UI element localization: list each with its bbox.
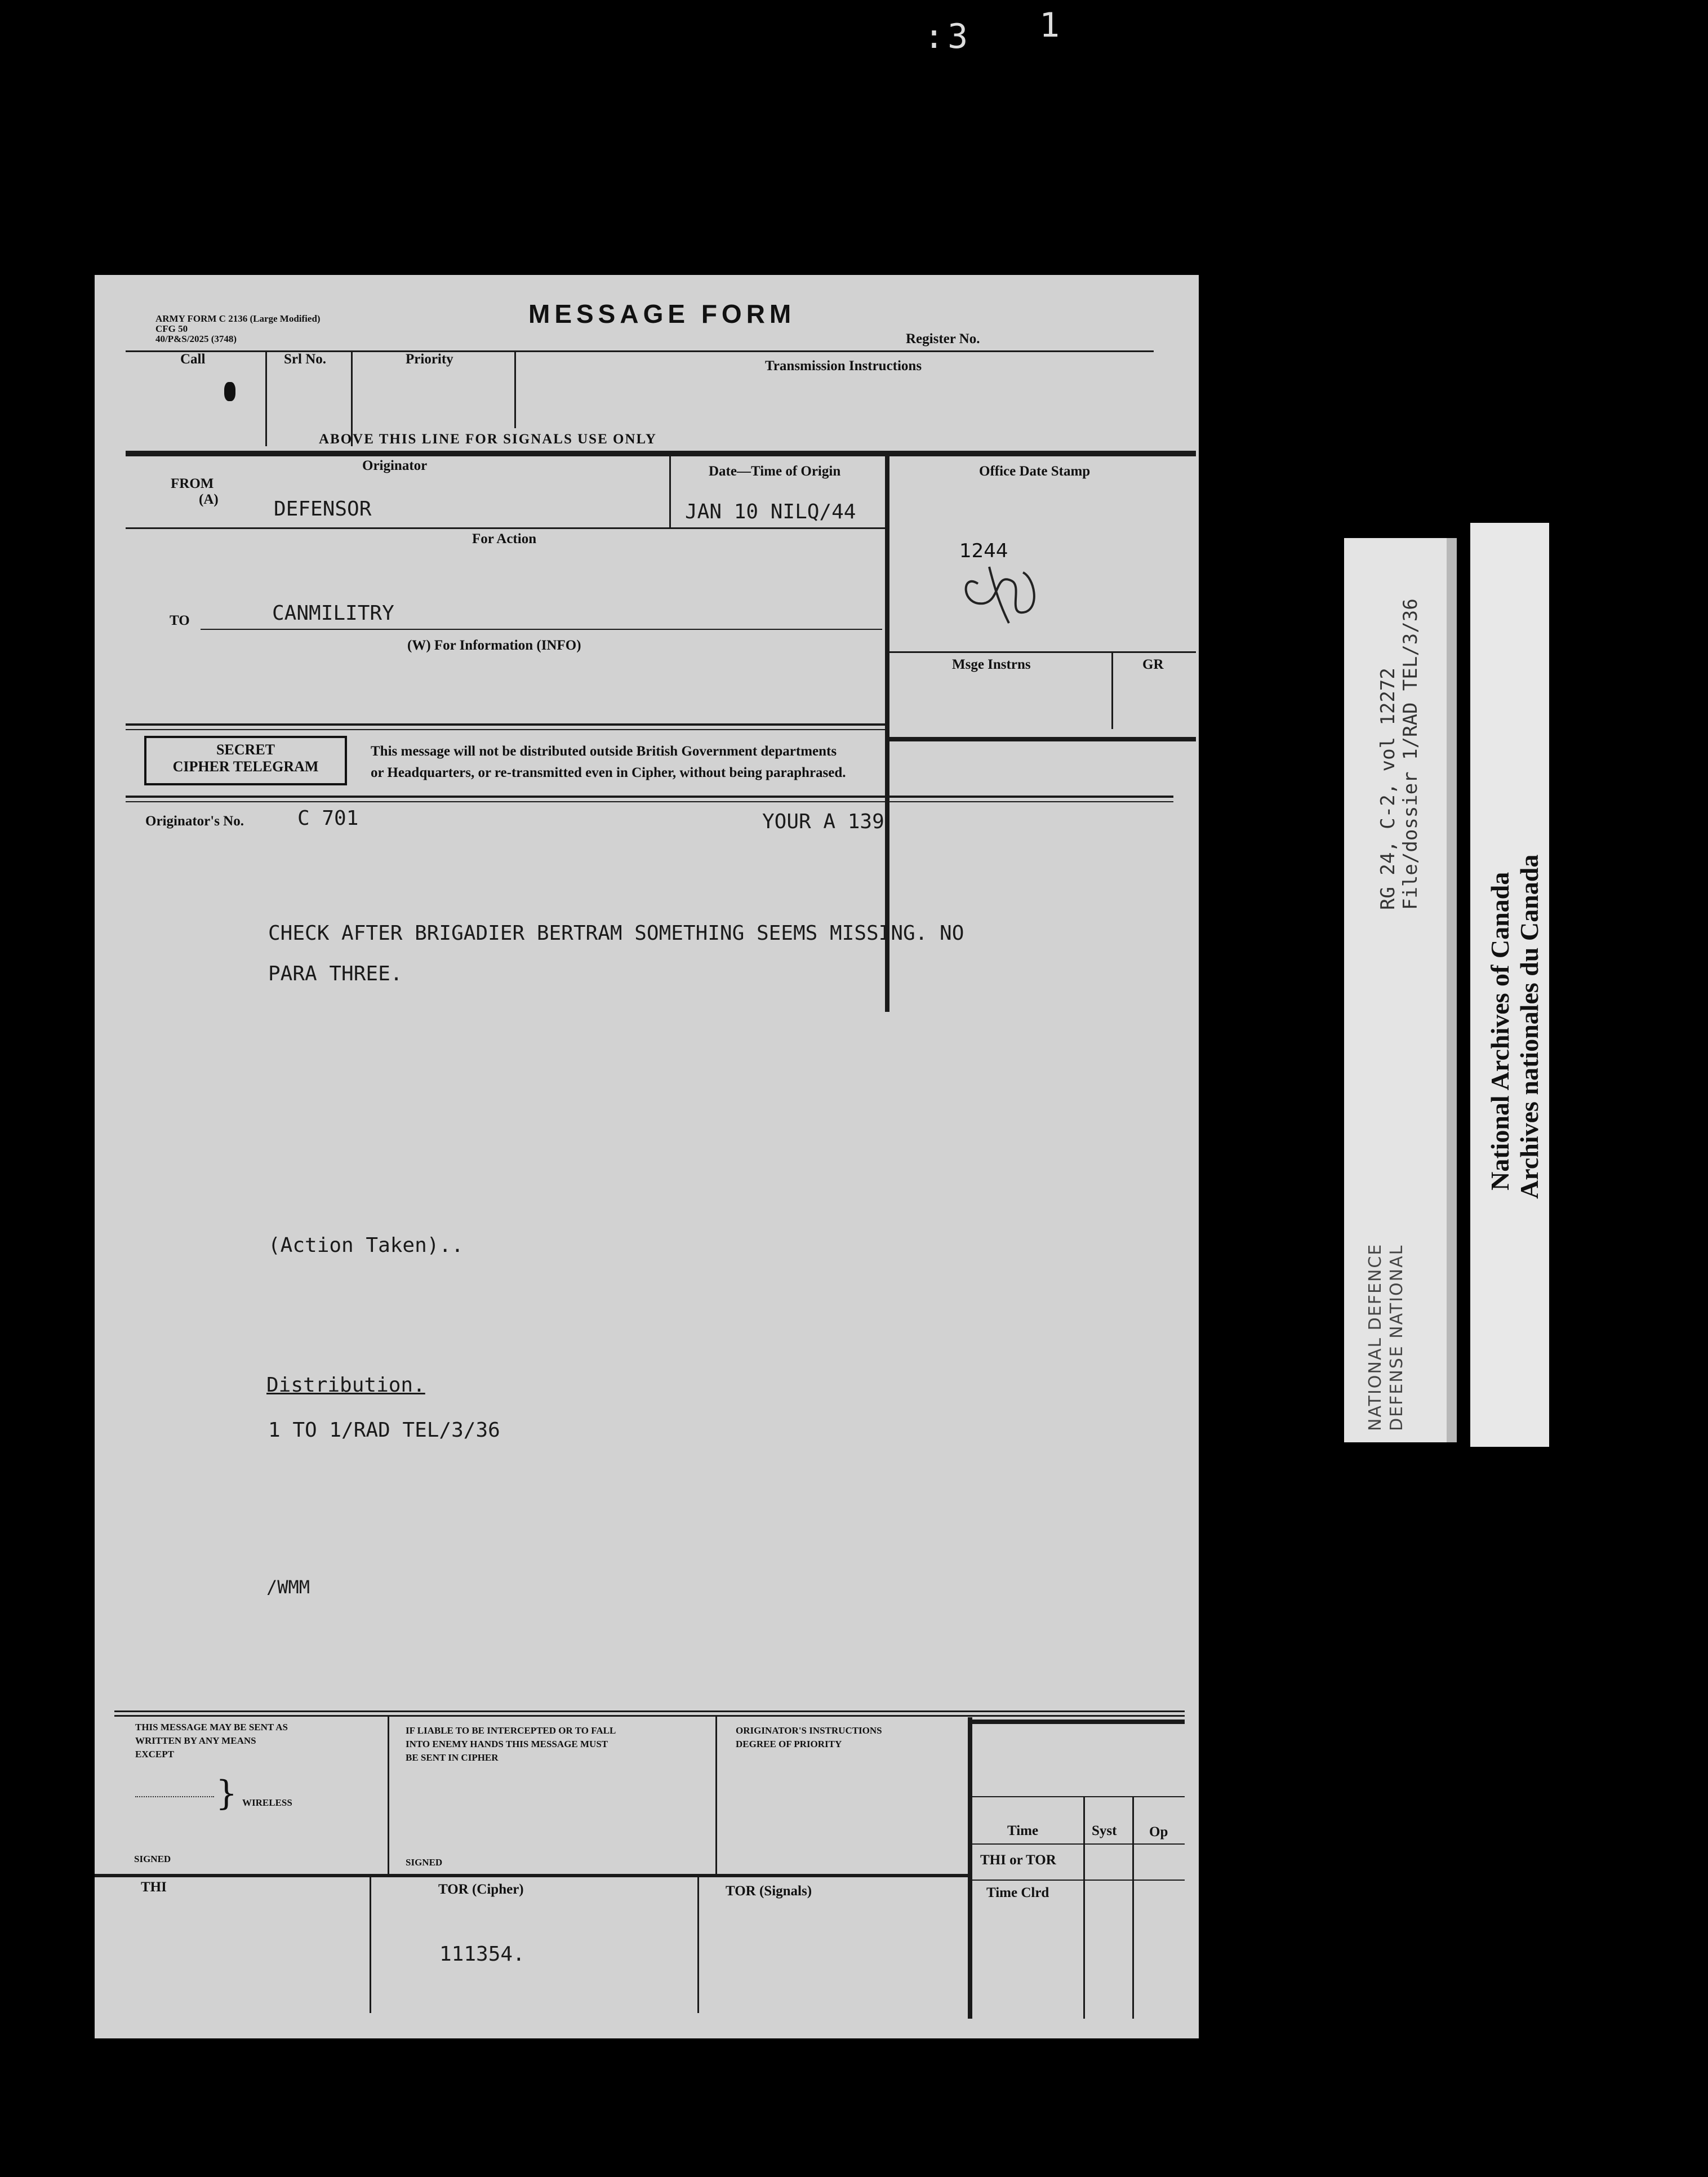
classification-box: SECRET CIPHER TELEGRAM: [144, 736, 347, 785]
action-taken: (Action Taken)..: [268, 1234, 464, 1257]
archive-ref-line-2: File/dossier 1/RAD TEL/3/36: [1399, 598, 1422, 910]
to-value: CANMILITRY: [272, 602, 394, 625]
scan-specks: [913, 6, 1082, 73]
register-no-label: Register No.: [906, 331, 980, 346]
thi-label: THI: [141, 1880, 167, 1895]
to-label: TO: [170, 613, 190, 628]
date-time-label: Date—Time of Origin: [709, 464, 841, 479]
date-time-value: JAN 10 NILQ/44: [685, 500, 856, 523]
tor-cipher-label: TOR (Cipher): [438, 1882, 524, 1897]
originators-no-value: C 701: [297, 807, 359, 830]
speck-left: :3: [924, 17, 972, 56]
initials: /WMM: [266, 1576, 310, 1598]
originator-label: Originator: [362, 458, 428, 473]
notice-line-1: This message will not be distributed outside British Government departments: [371, 744, 837, 759]
from-value: DEFENSOR: [274, 497, 372, 521]
your-ref: YOUR A 139: [762, 810, 884, 833]
archive-ref-line-1: RG 24, C-2, vol 12272: [1377, 668, 1399, 910]
nac-line-1: National Archives of Canada: [1485, 872, 1514, 1190]
footer-col1-text: THIS MESSAGE MAY BE SENT AS WRITTEN BY ANY MEANS EXCEPT: [135, 1722, 288, 1760]
from-sub-label: (A): [199, 492, 219, 507]
for-action-label: For Action: [472, 531, 537, 547]
from-label: FROM: [171, 476, 214, 491]
priority-label: Priority: [406, 352, 453, 367]
speck-right: 1: [1039, 6, 1064, 45]
tor-cipher-value: 111354.: [439, 1943, 525, 1966]
dept-line-2: DEFENSE NATIONAL: [1387, 1244, 1407, 1431]
thi-or-tor-label: THI or TOR: [980, 1852, 1056, 1868]
message-line-1: CHECK AFTER BRIGADIER BERTRAM SOMETHING SEEMS MISSING. NO: [268, 922, 964, 945]
srl-no-label: Srl No.: [284, 352, 326, 367]
call-label: Call: [180, 352, 206, 367]
brace-icon: }: [216, 1774, 238, 1813]
wireless-label: WIRELESS: [242, 1797, 292, 1808]
op-label: Op: [1149, 1824, 1168, 1840]
msge-instrns-label: Msge Instrns: [952, 657, 1031, 672]
stamp-number: 1244: [959, 540, 1008, 562]
footer-col3-text: ORIGINATOR'S INSTRUCTIONS DEGREE OF PRIORITY: [736, 1725, 882, 1749]
info-label: (W) For Information (INFO): [407, 638, 581, 653]
distribution-label: Distribution.: [266, 1374, 425, 1397]
form-ref: ARMY FORM C 2136 (Large Modified) CFG 50 40/P&S/2025 (3748): [155, 313, 321, 344]
national-archives-label: [1470, 523, 1549, 1447]
message-line-2: PARA THREE.: [268, 962, 403, 985]
gr-label: GR: [1142, 657, 1164, 672]
time-label: Time: [1007, 1823, 1039, 1838]
syst-label: Syst: [1092, 1823, 1117, 1838]
tor-signals-label: TOR (Signals): [726, 1883, 812, 1899]
signals-only-label: ABOVE THIS LINE FOR SIGNALS USE ONLY: [319, 432, 657, 447]
signed-label-1: SIGNED: [134, 1854, 171, 1864]
transmission-label: Transmission Instructions: [765, 358, 922, 374]
dept-line-1: NATIONAL DEFENCE: [1365, 1243, 1385, 1431]
wireless-dotted-line: [135, 1796, 214, 1797]
form-title: MESSAGE FORM: [528, 299, 796, 328]
signature-scribble-icon: [955, 550, 1057, 629]
call-mark: [224, 382, 235, 401]
office-stamp-label: Office Date Stamp: [979, 464, 1091, 479]
distribution-line: 1 TO 1/RAD TEL/3/36: [268, 1419, 500, 1442]
notice-line-2: or Headquarters, or re-transmitted even in Cipher, without being paraphrased.: [371, 765, 846, 780]
signed-label-2: SIGNED: [406, 1857, 443, 1868]
time-clrd-label: Time Clrd: [986, 1885, 1049, 1900]
nac-line-2: Archives nationales du Canada: [1515, 854, 1544, 1199]
originators-no-label: Originator's No.: [145, 814, 244, 829]
message-form: [95, 275, 1199, 2038]
archive-reference-strip: [1344, 538, 1457, 1442]
footer-col2-text: IF LIABLE TO BE INTERCEPTED OR TO FALL INTO ENEMY HANDS THIS MESSAGE MUST BE SENT IN CIPHER: [406, 1725, 616, 1763]
